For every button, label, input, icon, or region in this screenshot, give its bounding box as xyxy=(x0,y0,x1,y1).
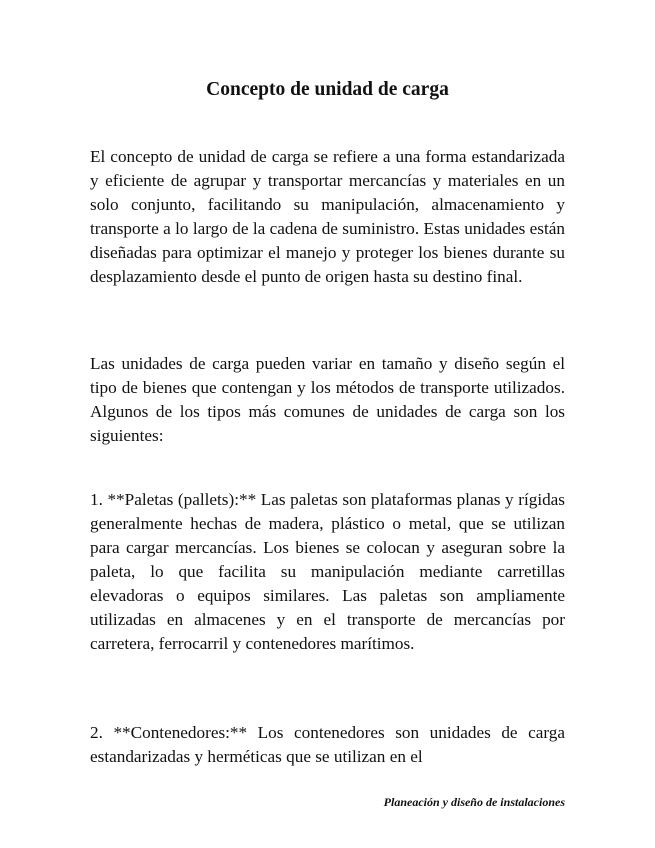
page-title: Concepto de unidad de carga xyxy=(206,79,449,100)
paragraph-intro: El concepto de unidad de carga se refiere a una forma estandarizada y eficiente de agrupar y transportar mercancías y materiales en un solo conjunto, facilitando su manipulación, almacenamiento y transporte a lo largo de la cadena de suministro. Estas unidades están diseñadas para optimizar el manejo y proteger los bienes durante su desplazamiento desde el punto de origen hasta su destino final. xyxy=(90,147,565,286)
paragraph-types: Las unidades de carga pueden variar en tamaño y diseño según el tipo de bienes que contengan y los métodos de transporte utilizados. Algunos de los tipos más comunes de unidades de carga son los siguientes: xyxy=(90,354,565,445)
paragraph-containers: 2. **Contenedores:** Los contenedores son unidades de carga estandarizadas y herméticas que se utilizan en el xyxy=(90,723,565,766)
paragraph-pallets: 1. **Paletas (pallets):** Las paletas son plataformas planas y rígidas generalmente hechas de madera, plástico o metal, que se utilizan para cargar mercancías. Los bienes se colocan y aseguran sobre la paleta, lo que facilita su manipulación mediante carretillas elevadoras o equipos similares. Las paletas son ampliamente utilizadas en almacenes y en el transporte de mercancías por carretera, ferrocarril y contenedores marítimos. xyxy=(90,490,565,653)
page-footer: Planeación y diseño de instalaciones xyxy=(383,795,565,809)
